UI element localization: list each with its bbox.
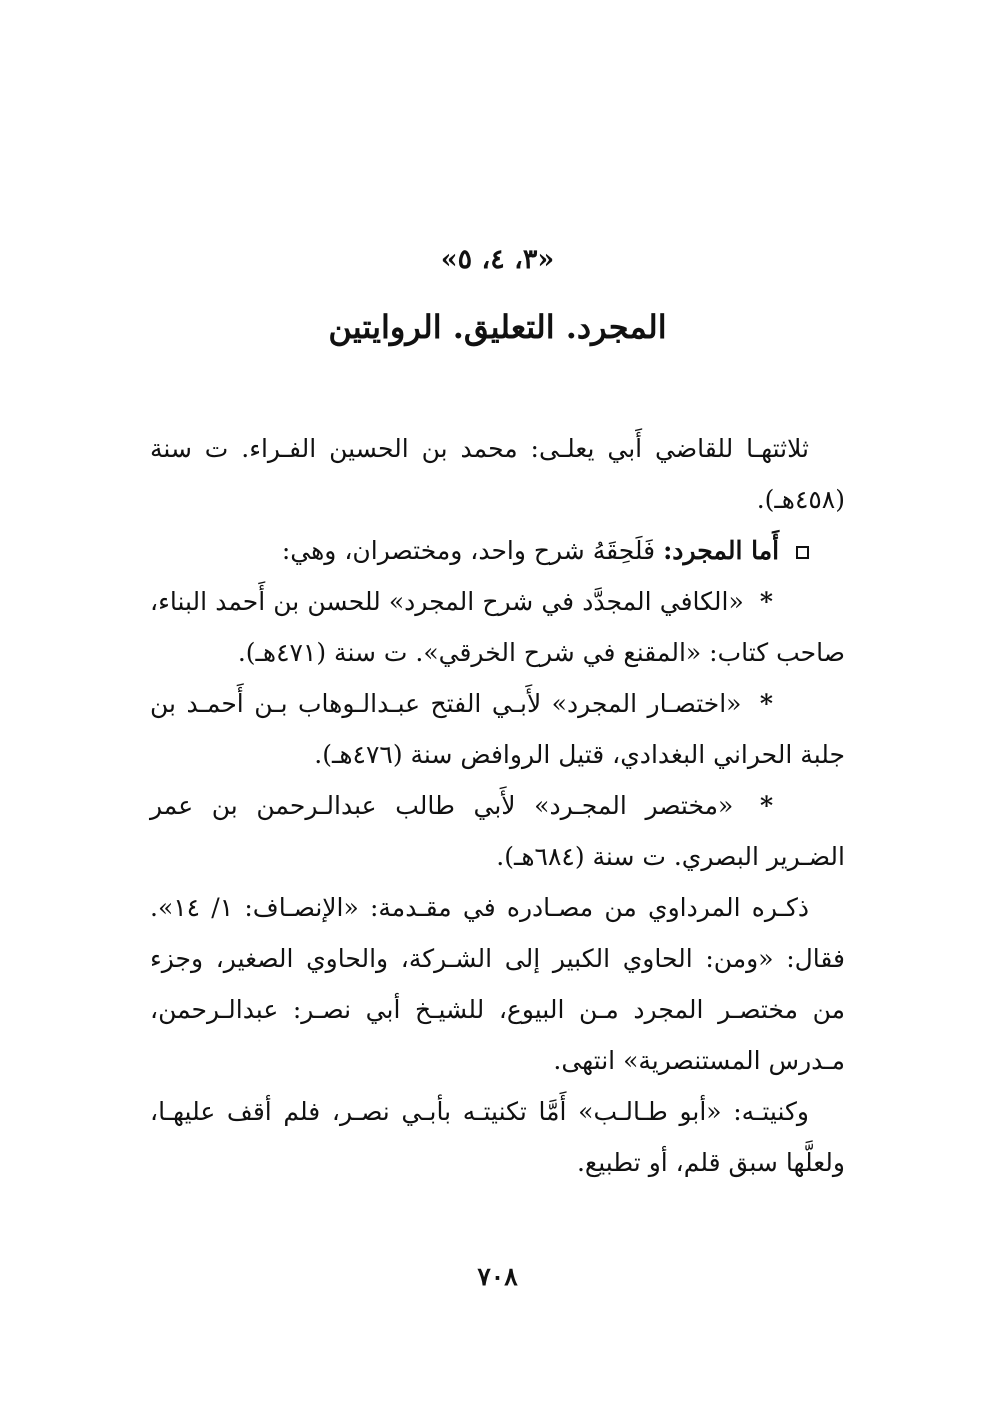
- body-text: [150, 423, 845, 1188]
- mardawi-paragraph: ذكـره المرداوي من مصـادره في مقـدمة: «الإنصـاف: ١/ ١٤». فقال: «ومن: الحاوي الكبير إلى الشـركة، والحاوي الصغير، وجزء من مختصـر المجرد مـن البيوع، للشيـخ أبي نصـر: عبدالـرحمن، مـدرس المستنصرية» انتهى.: [150, 893, 845, 1075]
- mujarrad-paragraph: [150, 525, 845, 576]
- section-numbers: «٣، ٤، ٥»: [440, 244, 555, 275]
- star-icon: *: [759, 587, 773, 616]
- intro-paragraph: ثلاثتهـا للقاضي أَبي يعلـى: محمد بن الحسين الفـراء. ت سنة (٤٥٨هـ).: [150, 434, 845, 514]
- star-icon: *: [759, 689, 773, 718]
- kafi-paragraph: [150, 576, 845, 678]
- mukhtasar-paragraph: [150, 780, 845, 882]
- star-icon: *: [759, 791, 774, 820]
- mujarrad-text: فَلَحِقَهُ شرح واحد، ومختصران، وهي:: [281, 536, 656, 565]
- page-number: ٧٠٨: [477, 1262, 518, 1291]
- mujarrad-label: أَما المجرد:: [663, 536, 780, 565]
- kafi-text: «الكافي المجدَّد في شرح المجرد» للحسن بن أَحمد البناء، صاحب كتاب: «المقنع في شرح الخرقي». ت سنة (٤٧١هـ).: [150, 587, 845, 667]
- kunya-paragraph: وكنيتـه: «أبو طـالـب» أَمَّا تكنيتـه بأبـي نصـر، فلم أقف عليهـا، ولعلَّها سبق قلم، أو تطبيع.: [150, 1097, 845, 1177]
- section-title: المجرد. التعليق. الروايتين: [328, 308, 667, 346]
- mukhtasar-text: «مختصر المجـرد» لأَبي طالب عبدالـرحمن بن عمر الضـرير البصري. ت سنة (٦٨٤هـ).: [150, 791, 845, 871]
- box-icon: [796, 546, 809, 559]
- ikhtisar-text: «اختصـار المجرد» لأَبـي الفتح عبـدالـوهاب بـن أَحمـد بن جلبة الحراني البغدادي، قتيل الروافض سنة (٤٧٦هـ).: [150, 689, 845, 769]
- ikhtisar-paragraph: [150, 678, 845, 780]
